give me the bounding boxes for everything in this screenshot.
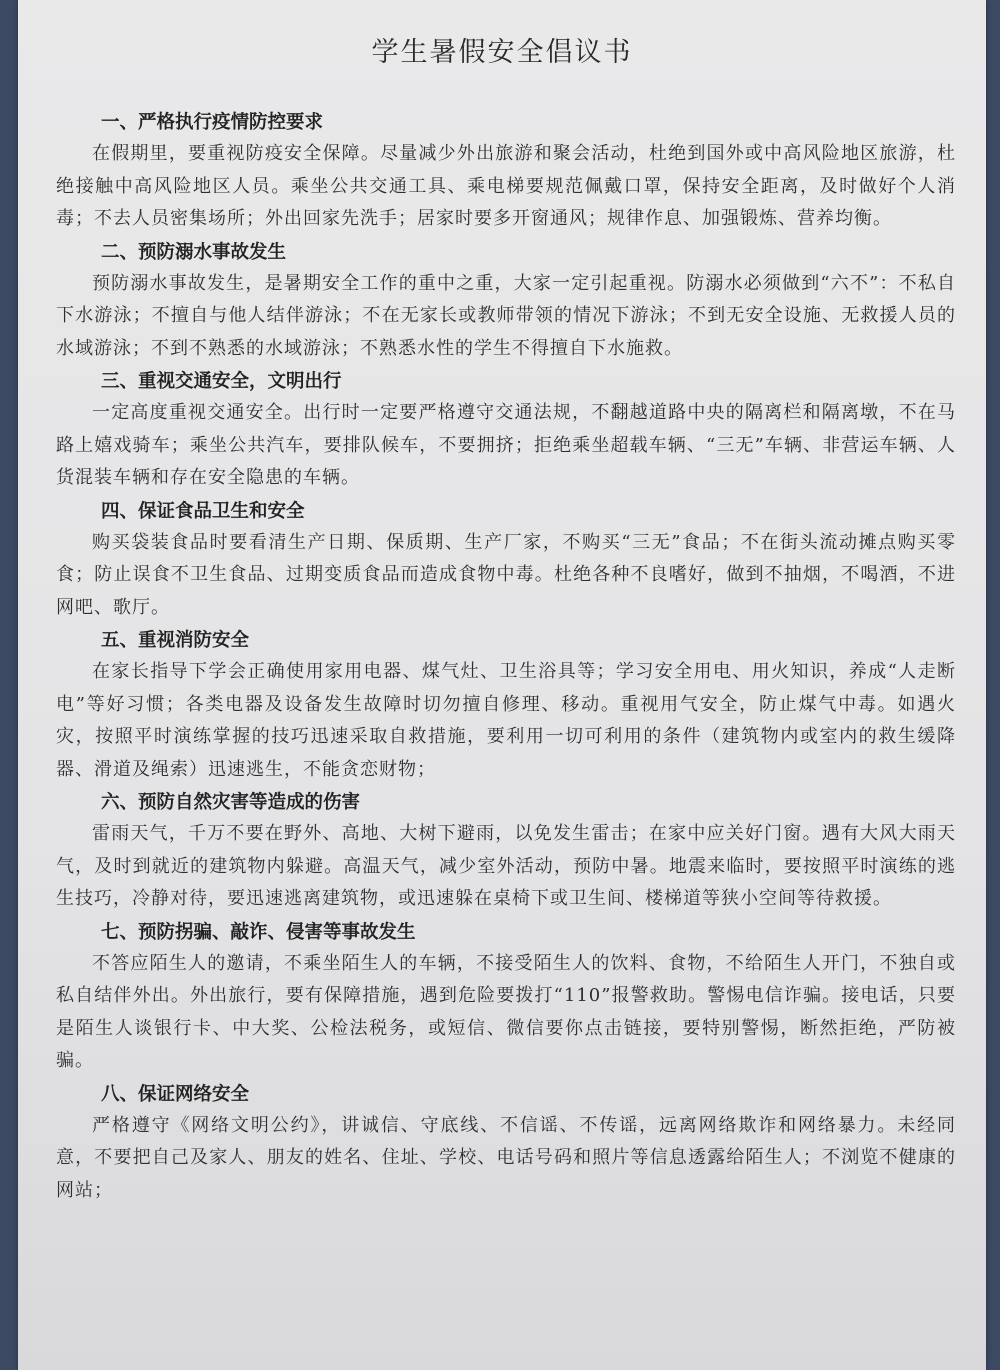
section-paragraph: 在假期里，要重视防疫安全保障。尽量减少外出旅游和聚会活动，杜绝到国外或中高风险地区旅游，杜绝接触中高风险地区人员。乘坐公共交通工具、乘电梯要规范佩戴口罩，保持安全距离，及时做好个人消毒；不去人员密集场所；外出回家先洗手；居家时要多开窗通风；规律作息、加强锻炼、营养均衡。 <box>56 143 956 229</box>
section-heading: 七、预防拐骗、敲诈、侵害等事故发生 <box>101 921 416 943</box>
section-traffic-safety <box>56 367 956 495</box>
section-heading: 二、预防溺水事故发生 <box>101 241 287 263</box>
section-heading: 八、保证网络安全 <box>101 1083 250 1105</box>
section-drowning-prevention <box>56 238 956 366</box>
section-internet-safety <box>56 1080 956 1208</box>
section-fire-safety <box>56 626 956 786</box>
section-paragraph: 在家长指导下学会正确使用家用电器、煤气灶、卫生浴具等；学习安全用电、用火知识，养成“人走断电”等好习惯；各类电器及设备发生故障时切勿擅自修理、移动。重视用气安全，防止煤气中毒。如遇火灾，按照平时演练掌握的技巧迅速采取自救措施，要利用一切可利用的条件（建筑物内或室内的救生缓降器、滑道及绳索）迅速逃生，不能贪恋财物； <box>56 661 956 780</box>
section-heading: 一、严格执行疫情防控要求 <box>101 112 324 133</box>
paper-sheet <box>18 0 986 1370</box>
document-body <box>56 108 956 1209</box>
section-paragraph: 预防溺水事故发生，是暑期安全工作的重中之重，大家一定引起重视。防溺水必须做到“六不”：不私自下水游泳；不擅自与他人结伴游泳；不在无家长或教师带领的情况下游泳；不到无安全设施、无救援人员的水域游泳；不到不熟悉的水域游泳；不熟悉水性的学生不得擅自下水施救。 <box>56 272 956 359</box>
section-paragraph: 购买袋装食品时要看清生产日期、保质期、生产厂家，不购买“三无”食品；不在街头流动摊点购买零食；防止误食不卫生食品、过期变质食品而造成食物中毒。杜绝各种不良嗜好，做到不抽烟，不喝酒，不进网吧、歌厅。 <box>56 531 956 618</box>
section-heading: 三、重视交通安全，文明出行 <box>101 371 342 392</box>
section-paragraph: 严格遵守《网络文明公约》，讲诚信、守底线、不信谣、不传谣，远离网络欺诈和网络暴力。未经同意，不要把自己及家人、朋友的姓名、住址、学校、电话号码和照片等信息透露给陌生人；不浏览不健康的网站； <box>56 1114 956 1201</box>
section-natural-disasters <box>56 788 956 916</box>
document-title: 学生暑假安全倡议书 <box>371 37 633 68</box>
section-heading: 五、重视消防安全 <box>101 630 250 651</box>
section-paragraph: 不答应陌生人的邀请，不乘坐陌生人的车辆，不接受陌生人的饮料、食物，不给陌生人开门，不独自或私自结伴外出。外出旅行，要有保障措施，遇到危险要拨打“110”报警救助。警惕电信诈骗。接电话，只要是陌生人谈银行卡、中大奖、公检法税务，或短信、微信要你点击链接，要特别警惕，断然拒绝，严防被骗。 <box>56 952 956 1071</box>
section-heading: 六、预防自然灾害等造成的伤害 <box>101 792 361 813</box>
section-epidemic-prevention <box>56 108 956 236</box>
section-paragraph: 一定高度重视交通安全。出行时一定要严格遵守交通法规，不翻越道路中央的隔离栏和隔离墩，不在马路上嬉戏骑车；乘坐公共汽车，要排队候车，不要拥挤；拒绝乘坐超载车辆、“三无”车辆、非营运车辆、人货混装车辆和存在安全隐患的车辆。 <box>56 402 956 488</box>
section-food-safety <box>56 497 956 625</box>
section-heading: 四、保证食品卫生和安全 <box>101 500 305 522</box>
section-paragraph: 雷雨天气，千万不要在野外、高地、大树下避雨，以免发生雷击；在家中应关好门窗。遇有大风大雨天气，及时到就近的建筑物内躲避。高温天气，减少室外活动，预防中暑。地震来临时，要按照平时演练的逃生技巧，冷静对待，要迅速逃离建筑物，或迅速躲在桌椅下或卫生间、楼梯道等狭小空间等待救援。 <box>56 823 956 909</box>
section-abduction-fraud <box>56 918 956 1078</box>
